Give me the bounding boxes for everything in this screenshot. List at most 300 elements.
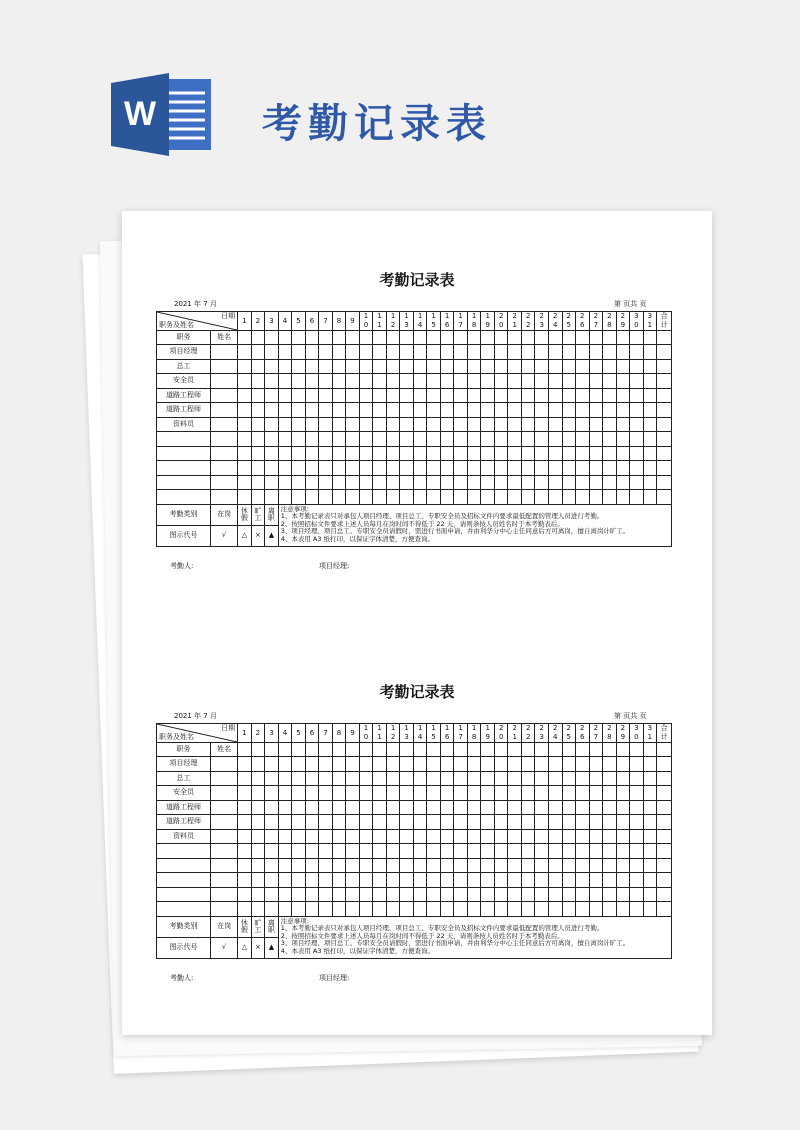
attendance-cell[interactable] (657, 800, 672, 815)
attendance-cell[interactable] (305, 331, 319, 345)
attendance-cell[interactable] (521, 417, 535, 432)
attendance-cell[interactable] (319, 403, 333, 418)
attendance-cell[interactable] (305, 388, 319, 403)
attendance-cell[interactable] (454, 771, 468, 786)
attendance-cell[interactable] (589, 461, 603, 476)
attendance-cell[interactable] (305, 887, 319, 902)
attendance-cell[interactable] (481, 757, 495, 772)
attendance-cell[interactable] (657, 446, 672, 461)
attendance-cell[interactable] (278, 388, 292, 403)
attendance-cell[interactable] (373, 829, 387, 844)
attendance-cell[interactable] (400, 432, 414, 447)
attendance-cell[interactable] (616, 461, 630, 476)
attendance-cell[interactable] (657, 873, 672, 888)
attendance-cell[interactable] (346, 829, 360, 844)
attendance-cell[interactable] (589, 374, 603, 389)
attendance-cell[interactable] (319, 743, 333, 757)
attendance-cell[interactable] (305, 461, 319, 476)
attendance-cell[interactable] (400, 490, 414, 505)
attendance-cell[interactable] (494, 757, 508, 772)
attendance-cell[interactable] (508, 887, 522, 902)
attendance-cell[interactable] (549, 887, 563, 902)
attendance-cell[interactable] (481, 844, 495, 859)
attendance-cell[interactable] (305, 475, 319, 490)
attendance-cell[interactable] (508, 388, 522, 403)
attendance-cell[interactable] (589, 786, 603, 801)
attendance-cell[interactable] (508, 902, 522, 917)
attendance-cell[interactable] (373, 388, 387, 403)
attendance-cell[interactable] (278, 461, 292, 476)
attendance-cell[interactable] (427, 345, 441, 360)
attendance-cell[interactable] (603, 800, 617, 815)
attendance-cell[interactable] (508, 815, 522, 830)
attendance-cell[interactable] (576, 887, 590, 902)
attendance-cell[interactable] (413, 743, 427, 757)
attendance-cell[interactable] (359, 815, 373, 830)
attendance-cell[interactable] (238, 331, 252, 345)
attendance-cell[interactable] (549, 461, 563, 476)
name-cell[interactable] (211, 815, 238, 830)
attendance-cell[interactable] (467, 858, 481, 873)
attendance-cell[interactable] (238, 403, 252, 418)
attendance-cell[interactable] (454, 743, 468, 757)
attendance-cell[interactable] (332, 800, 346, 815)
attendance-cell[interactable] (346, 771, 360, 786)
attendance-cell[interactable] (576, 388, 590, 403)
attendance-cell[interactable] (535, 417, 549, 432)
attendance-cell[interactable] (508, 829, 522, 844)
attendance-cell[interactable] (413, 902, 427, 917)
attendance-cell[interactable] (481, 461, 495, 476)
attendance-cell[interactable] (373, 902, 387, 917)
attendance-cell[interactable] (427, 743, 441, 757)
attendance-cell[interactable] (508, 771, 522, 786)
attendance-cell[interactable] (440, 786, 454, 801)
attendance-cell[interactable] (454, 858, 468, 873)
attendance-cell[interactable] (521, 490, 535, 505)
attendance-cell[interactable] (616, 374, 630, 389)
attendance-cell[interactable] (305, 771, 319, 786)
name-cell[interactable] (211, 374, 238, 389)
name-cell[interactable] (211, 403, 238, 418)
attendance-cell[interactable] (589, 844, 603, 859)
attendance-cell[interactable] (657, 417, 672, 432)
attendance-cell[interactable] (413, 490, 427, 505)
attendance-cell[interactable] (467, 743, 481, 757)
attendance-cell[interactable] (494, 786, 508, 801)
attendance-cell[interactable] (508, 490, 522, 505)
attendance-cell[interactable] (603, 345, 617, 360)
attendance-cell[interactable] (332, 432, 346, 447)
attendance-cell[interactable] (508, 800, 522, 815)
attendance-cell[interactable] (427, 374, 441, 389)
attendance-cell[interactable] (238, 388, 252, 403)
attendance-cell[interactable] (427, 359, 441, 374)
attendance-cell[interactable] (589, 771, 603, 786)
attendance-cell[interactable] (278, 757, 292, 772)
attendance-cell[interactable] (657, 490, 672, 505)
attendance-cell[interactable] (238, 757, 252, 772)
attendance-cell[interactable] (440, 374, 454, 389)
attendance-cell[interactable] (251, 829, 265, 844)
attendance-cell[interactable] (332, 417, 346, 432)
attendance-cell[interactable] (373, 417, 387, 432)
attendance-cell[interactable] (386, 388, 400, 403)
attendance-cell[interactable] (454, 902, 468, 917)
attendance-cell[interactable] (319, 359, 333, 374)
attendance-cell[interactable] (440, 388, 454, 403)
attendance-cell[interactable] (657, 786, 672, 801)
attendance-cell[interactable] (481, 887, 495, 902)
attendance-cell[interactable] (549, 331, 563, 345)
attendance-cell[interactable] (413, 432, 427, 447)
attendance-cell[interactable] (657, 902, 672, 917)
attendance-cell[interactable] (589, 432, 603, 447)
attendance-cell[interactable] (576, 475, 590, 490)
attendance-cell[interactable] (332, 446, 346, 461)
attendance-cell[interactable] (413, 786, 427, 801)
attendance-cell[interactable] (386, 331, 400, 345)
attendance-cell[interactable] (576, 800, 590, 815)
attendance-cell[interactable] (278, 331, 292, 345)
attendance-cell[interactable] (332, 403, 346, 418)
attendance-cell[interactable] (603, 771, 617, 786)
attendance-cell[interactable] (494, 829, 508, 844)
attendance-cell[interactable] (589, 902, 603, 917)
attendance-cell[interactable] (386, 490, 400, 505)
attendance-cell[interactable] (481, 858, 495, 873)
attendance-cell[interactable] (251, 374, 265, 389)
attendance-cell[interactable] (305, 757, 319, 772)
attendance-cell[interactable] (265, 887, 279, 902)
attendance-cell[interactable] (494, 800, 508, 815)
attendance-cell[interactable] (427, 815, 441, 830)
attendance-cell[interactable] (319, 858, 333, 873)
attendance-cell[interactable] (278, 359, 292, 374)
attendance-cell[interactable] (521, 902, 535, 917)
attendance-cell[interactable] (278, 858, 292, 873)
attendance-cell[interactable] (292, 757, 306, 772)
attendance-cell[interactable] (427, 887, 441, 902)
attendance-cell[interactable] (467, 757, 481, 772)
attendance-cell[interactable] (494, 446, 508, 461)
attendance-cell[interactable] (643, 403, 657, 418)
name-cell[interactable] (211, 771, 238, 786)
attendance-cell[interactable] (521, 446, 535, 461)
attendance-cell[interactable] (657, 815, 672, 830)
attendance-cell[interactable] (400, 887, 414, 902)
attendance-cell[interactable] (630, 771, 644, 786)
attendance-cell[interactable] (251, 743, 265, 757)
attendance-cell[interactable] (562, 743, 576, 757)
attendance-cell[interactable] (346, 446, 360, 461)
attendance-cell[interactable] (305, 815, 319, 830)
attendance-cell[interactable] (373, 743, 387, 757)
attendance-cell[interactable] (386, 800, 400, 815)
attendance-cell[interactable] (630, 858, 644, 873)
attendance-cell[interactable] (359, 388, 373, 403)
attendance-cell[interactable] (630, 844, 644, 859)
attendance-cell[interactable] (535, 887, 549, 902)
attendance-cell[interactable] (494, 475, 508, 490)
attendance-cell[interactable] (359, 800, 373, 815)
attendance-cell[interactable] (521, 475, 535, 490)
attendance-cell[interactable] (413, 800, 427, 815)
attendance-cell[interactable] (549, 446, 563, 461)
attendance-cell[interactable] (251, 359, 265, 374)
attendance-cell[interactable] (305, 446, 319, 461)
attendance-cell[interactable] (400, 374, 414, 389)
attendance-cell[interactable] (292, 786, 306, 801)
attendance-cell[interactable] (427, 757, 441, 772)
attendance-cell[interactable] (603, 815, 617, 830)
attendance-cell[interactable] (616, 743, 630, 757)
attendance-cell[interactable] (400, 771, 414, 786)
attendance-cell[interactable] (535, 331, 549, 345)
attendance-cell[interactable] (427, 461, 441, 476)
attendance-cell[interactable] (373, 374, 387, 389)
attendance-cell[interactable] (630, 331, 644, 345)
attendance-cell[interactable] (494, 331, 508, 345)
attendance-cell[interactable] (386, 475, 400, 490)
attendance-cell[interactable] (467, 844, 481, 859)
attendance-cell[interactable] (427, 388, 441, 403)
attendance-cell[interactable] (332, 388, 346, 403)
attendance-cell[interactable] (400, 743, 414, 757)
attendance-cell[interactable] (292, 490, 306, 505)
attendance-cell[interactable] (440, 446, 454, 461)
attendance-cell[interactable] (576, 858, 590, 873)
attendance-cell[interactable] (494, 345, 508, 360)
attendance-cell[interactable] (359, 331, 373, 345)
attendance-cell[interactable] (508, 757, 522, 772)
attendance-cell[interactable] (265, 432, 279, 447)
attendance-cell[interactable] (562, 858, 576, 873)
attendance-cell[interactable] (413, 417, 427, 432)
attendance-cell[interactable] (521, 873, 535, 888)
attendance-cell[interactable] (521, 374, 535, 389)
name-cell[interactable] (211, 475, 238, 490)
attendance-cell[interactable] (603, 417, 617, 432)
attendance-cell[interactable] (549, 786, 563, 801)
attendance-cell[interactable] (359, 743, 373, 757)
attendance-cell[interactable] (481, 873, 495, 888)
attendance-cell[interactable] (319, 446, 333, 461)
attendance-cell[interactable] (603, 873, 617, 888)
attendance-cell[interactable] (481, 743, 495, 757)
attendance-cell[interactable] (549, 388, 563, 403)
attendance-cell[interactable] (238, 417, 252, 432)
attendance-cell[interactable] (440, 873, 454, 888)
attendance-cell[interactable] (467, 432, 481, 447)
attendance-cell[interactable] (265, 757, 279, 772)
attendance-cell[interactable] (413, 374, 427, 389)
attendance-cell[interactable] (494, 417, 508, 432)
attendance-cell[interactable] (427, 858, 441, 873)
attendance-cell[interactable] (305, 800, 319, 815)
attendance-cell[interactable] (359, 359, 373, 374)
attendance-cell[interactable] (386, 432, 400, 447)
attendance-cell[interactable] (386, 374, 400, 389)
attendance-cell[interactable] (494, 743, 508, 757)
attendance-cell[interactable] (549, 475, 563, 490)
attendance-cell[interactable] (305, 403, 319, 418)
attendance-cell[interactable] (467, 887, 481, 902)
attendance-cell[interactable] (359, 403, 373, 418)
attendance-cell[interactable] (292, 873, 306, 888)
attendance-cell[interactable] (413, 873, 427, 888)
attendance-cell[interactable] (467, 359, 481, 374)
attendance-cell[interactable] (535, 475, 549, 490)
attendance-cell[interactable] (332, 374, 346, 389)
attendance-cell[interactable] (494, 887, 508, 902)
attendance-cell[interactable] (481, 359, 495, 374)
name-cell[interactable] (211, 829, 238, 844)
attendance-cell[interactable] (373, 815, 387, 830)
attendance-cell[interactable] (278, 829, 292, 844)
attendance-cell[interactable] (454, 359, 468, 374)
attendance-cell[interactable] (346, 461, 360, 476)
attendance-cell[interactable] (278, 873, 292, 888)
attendance-cell[interactable] (332, 475, 346, 490)
attendance-cell[interactable] (359, 786, 373, 801)
attendance-cell[interactable] (251, 417, 265, 432)
attendance-cell[interactable] (454, 446, 468, 461)
attendance-cell[interactable] (657, 403, 672, 418)
attendance-cell[interactable] (238, 800, 252, 815)
attendance-cell[interactable] (373, 800, 387, 815)
attendance-cell[interactable] (576, 743, 590, 757)
attendance-cell[interactable] (373, 844, 387, 859)
attendance-cell[interactable] (238, 771, 252, 786)
attendance-cell[interactable] (373, 858, 387, 873)
attendance-cell[interactable] (535, 461, 549, 476)
attendance-cell[interactable] (238, 844, 252, 859)
attendance-cell[interactable] (535, 743, 549, 757)
attendance-cell[interactable] (386, 417, 400, 432)
attendance-cell[interactable] (346, 743, 360, 757)
attendance-cell[interactable] (373, 403, 387, 418)
attendance-cell[interactable] (454, 490, 468, 505)
attendance-cell[interactable] (535, 800, 549, 815)
attendance-cell[interactable] (576, 757, 590, 772)
name-cell[interactable] (211, 786, 238, 801)
attendance-cell[interactable] (265, 331, 279, 345)
attendance-cell[interactable] (549, 844, 563, 859)
attendance-cell[interactable] (413, 858, 427, 873)
attendance-cell[interactable] (549, 829, 563, 844)
attendance-cell[interactable] (413, 403, 427, 418)
attendance-cell[interactable] (373, 887, 387, 902)
attendance-cell[interactable] (238, 786, 252, 801)
attendance-cell[interactable] (427, 446, 441, 461)
attendance-cell[interactable] (332, 858, 346, 873)
attendance-cell[interactable] (413, 815, 427, 830)
attendance-cell[interactable] (238, 887, 252, 902)
attendance-cell[interactable] (373, 873, 387, 888)
attendance-cell[interactable] (332, 461, 346, 476)
attendance-cell[interactable] (657, 887, 672, 902)
attendance-cell[interactable] (630, 786, 644, 801)
attendance-cell[interactable] (630, 815, 644, 830)
attendance-cell[interactable] (400, 331, 414, 345)
attendance-cell[interactable] (643, 490, 657, 505)
attendance-cell[interactable] (549, 374, 563, 389)
attendance-cell[interactable] (319, 461, 333, 476)
attendance-cell[interactable] (332, 887, 346, 902)
attendance-cell[interactable] (238, 815, 252, 830)
attendance-cell[interactable] (386, 403, 400, 418)
attendance-cell[interactable] (265, 417, 279, 432)
attendance-cell[interactable] (535, 374, 549, 389)
attendance-cell[interactable] (427, 490, 441, 505)
attendance-cell[interactable] (440, 800, 454, 815)
attendance-cell[interactable] (562, 873, 576, 888)
attendance-cell[interactable] (603, 359, 617, 374)
attendance-cell[interactable] (481, 331, 495, 345)
attendance-cell[interactable] (535, 858, 549, 873)
attendance-cell[interactable] (549, 743, 563, 757)
attendance-cell[interactable] (481, 432, 495, 447)
attendance-cell[interactable] (481, 815, 495, 830)
attendance-cell[interactable] (481, 374, 495, 389)
attendance-cell[interactable] (332, 902, 346, 917)
attendance-cell[interactable] (535, 757, 549, 772)
attendance-cell[interactable] (359, 757, 373, 772)
attendance-cell[interactable] (657, 858, 672, 873)
attendance-cell[interactable] (562, 359, 576, 374)
name-cell[interactable] (211, 757, 238, 772)
name-cell[interactable] (211, 873, 238, 888)
attendance-cell[interactable] (319, 388, 333, 403)
attendance-cell[interactable] (616, 417, 630, 432)
attendance-cell[interactable] (643, 388, 657, 403)
attendance-cell[interactable] (616, 829, 630, 844)
attendance-cell[interactable] (265, 844, 279, 859)
attendance-cell[interactable] (427, 417, 441, 432)
attendance-cell[interactable] (508, 417, 522, 432)
attendance-cell[interactable] (643, 873, 657, 888)
attendance-cell[interactable] (373, 786, 387, 801)
attendance-cell[interactable] (521, 743, 535, 757)
attendance-cell[interactable] (454, 873, 468, 888)
attendance-cell[interactable] (265, 786, 279, 801)
name-cell[interactable] (211, 902, 238, 917)
attendance-cell[interactable] (251, 432, 265, 447)
attendance-cell[interactable] (616, 490, 630, 505)
attendance-cell[interactable] (494, 359, 508, 374)
attendance-cell[interactable] (589, 417, 603, 432)
attendance-cell[interactable] (467, 446, 481, 461)
attendance-cell[interactable] (359, 858, 373, 873)
attendance-cell[interactable] (549, 417, 563, 432)
attendance-cell[interactable] (643, 743, 657, 757)
attendance-cell[interactable] (440, 432, 454, 447)
attendance-cell[interactable] (576, 374, 590, 389)
attendance-cell[interactable] (292, 475, 306, 490)
attendance-cell[interactable] (278, 743, 292, 757)
attendance-cell[interactable] (616, 475, 630, 490)
attendance-cell[interactable] (400, 359, 414, 374)
attendance-cell[interactable] (346, 786, 360, 801)
attendance-cell[interactable] (386, 757, 400, 772)
attendance-cell[interactable] (238, 475, 252, 490)
attendance-cell[interactable] (373, 345, 387, 360)
attendance-cell[interactable] (359, 887, 373, 902)
attendance-cell[interactable] (481, 490, 495, 505)
attendance-cell[interactable] (305, 858, 319, 873)
attendance-cell[interactable] (494, 873, 508, 888)
